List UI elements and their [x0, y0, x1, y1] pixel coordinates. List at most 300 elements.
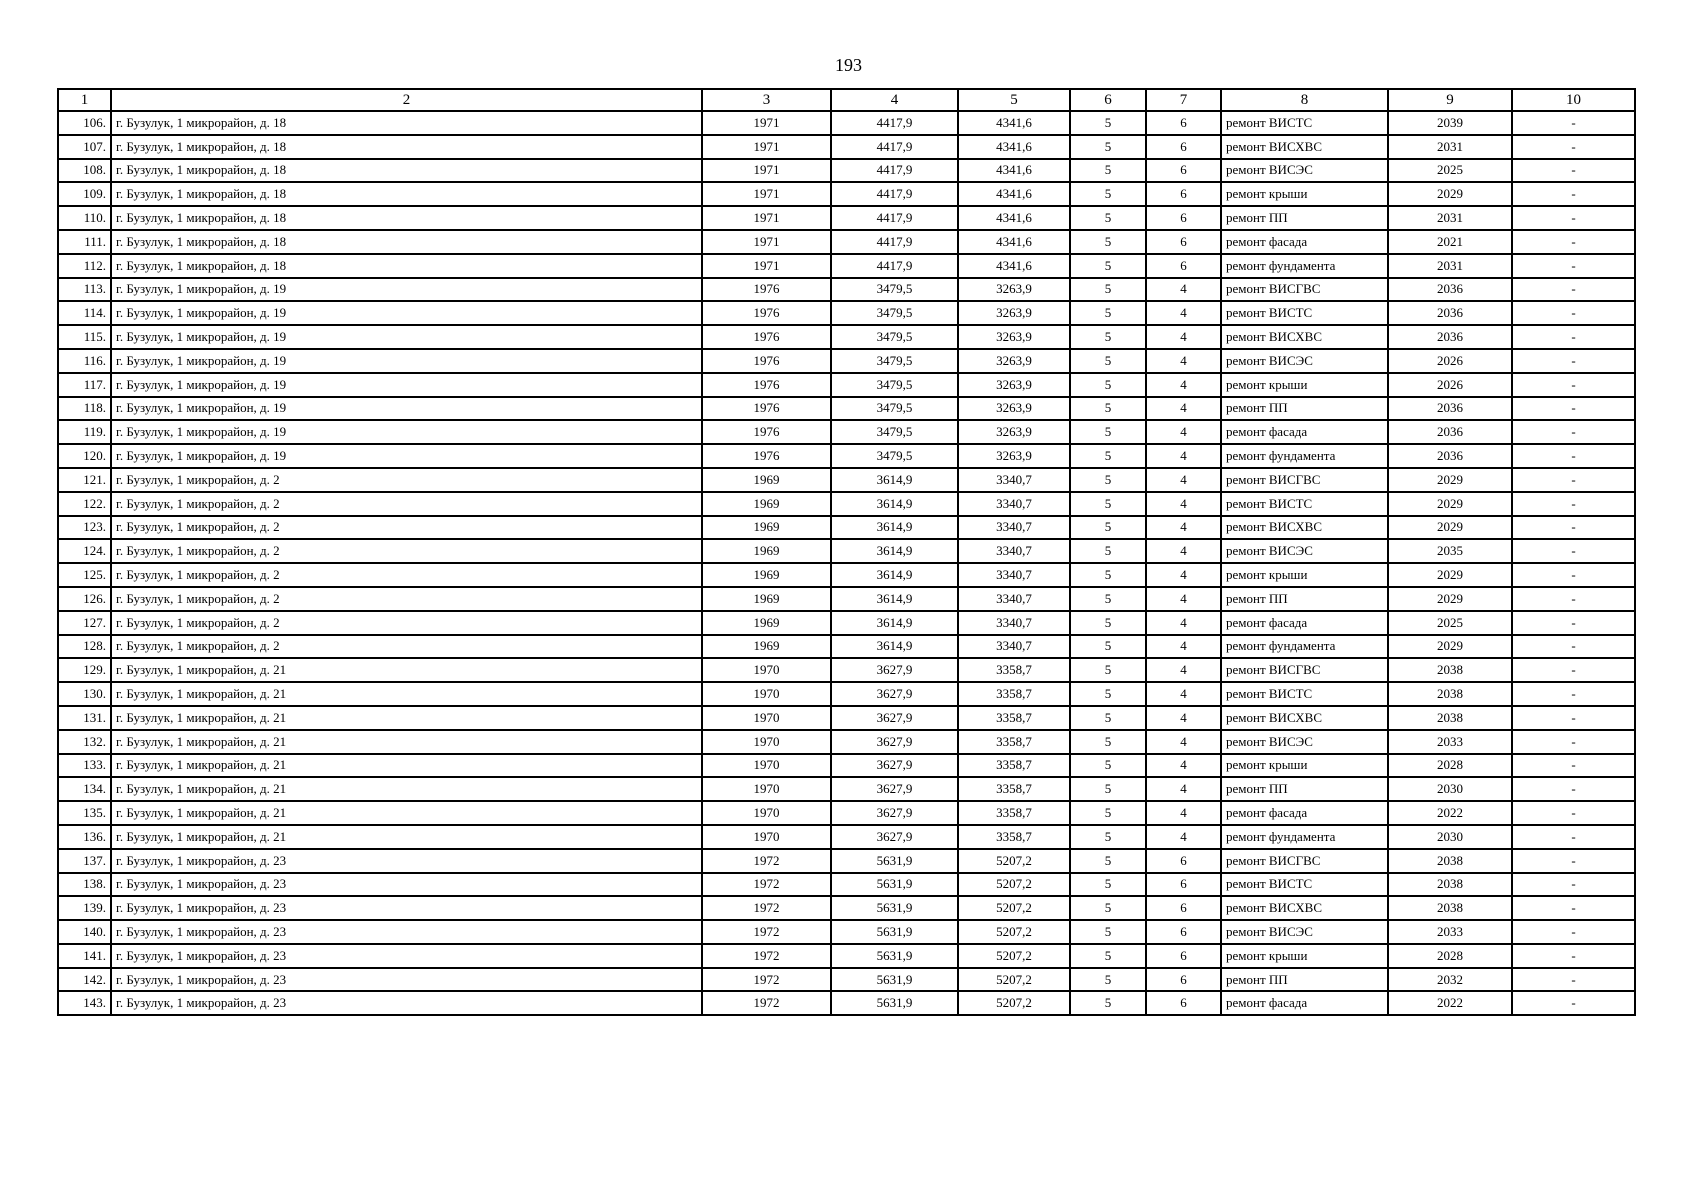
living-area-cell: 3340,7 — [958, 516, 1070, 540]
total-area-cell: 5631,9 — [831, 896, 958, 920]
work-type-cell: ремонт ВИСГВС — [1221, 278, 1388, 302]
column-header: 5 — [958, 89, 1070, 111]
row-number-cell: 116. — [58, 349, 111, 373]
address-cell: г. Бузулук, 1 микрорайон, д. 2 — [111, 516, 702, 540]
entrances-cell: 4 — [1146, 777, 1221, 801]
notes-cell: - — [1512, 968, 1635, 992]
planned-year-cell: 2029 — [1388, 563, 1512, 587]
year-cell: 1970 — [702, 801, 831, 825]
notes-cell: - — [1512, 896, 1635, 920]
floors-cell: 5 — [1070, 492, 1146, 516]
address-cell: г. Бузулук, 1 микрорайон, д. 21 — [111, 754, 702, 778]
year-cell: 1969 — [702, 492, 831, 516]
row-number-cell: 110. — [58, 206, 111, 230]
row-number-cell: 125. — [58, 563, 111, 587]
notes-cell: - — [1512, 991, 1635, 1015]
row-number-cell: 118. — [58, 397, 111, 421]
planned-year-cell: 2032 — [1388, 968, 1512, 992]
address-cell: г. Бузулук, 1 микрорайон, д. 2 — [111, 468, 702, 492]
floors-cell: 5 — [1070, 658, 1146, 682]
floors-cell: 5 — [1070, 254, 1146, 278]
address-cell: г. Бузулук, 1 микрорайон, д. 2 — [111, 635, 702, 659]
entrances-cell: 4 — [1146, 682, 1221, 706]
table-row — [58, 492, 1635, 516]
table-row — [58, 420, 1635, 444]
row-number-cell: 139. — [58, 896, 111, 920]
year-cell: 1972 — [702, 968, 831, 992]
address-cell: г. Бузулук, 1 микрорайон, д. 18 — [111, 182, 702, 206]
address-cell: г. Бузулук, 1 микрорайон, д. 23 — [111, 944, 702, 968]
table-row — [58, 135, 1635, 159]
notes-cell: - — [1512, 730, 1635, 754]
row-number-cell: 127. — [58, 611, 111, 635]
living-area-cell: 3263,9 — [958, 373, 1070, 397]
year-cell: 1969 — [702, 611, 831, 635]
living-area-cell: 5207,2 — [958, 991, 1070, 1015]
floors-cell: 5 — [1070, 682, 1146, 706]
header-row — [58, 89, 1635, 111]
table-row — [58, 230, 1635, 254]
work-type-cell: ремонт фундамента — [1221, 444, 1388, 468]
entrances-cell: 4 — [1146, 706, 1221, 730]
address-cell: г. Бузулук, 1 микрорайон, д. 23 — [111, 920, 702, 944]
year-cell: 1971 — [702, 111, 831, 135]
total-area-cell: 5631,9 — [831, 849, 958, 873]
address-cell: г. Бузулук, 1 микрорайон, д. 2 — [111, 539, 702, 563]
row-number-cell: 113. — [58, 278, 111, 302]
work-type-cell: ремонт ВИСГВС — [1221, 468, 1388, 492]
address-cell: г. Бузулук, 1 микрорайон, д. 21 — [111, 777, 702, 801]
year-cell: 1976 — [702, 373, 831, 397]
notes-cell: - — [1512, 301, 1635, 325]
floors-cell: 5 — [1070, 706, 1146, 730]
row-number-cell: 140. — [58, 920, 111, 944]
entrances-cell: 6 — [1146, 873, 1221, 897]
table-row — [58, 159, 1635, 183]
table-row — [58, 801, 1635, 825]
planned-year-cell: 2021 — [1388, 230, 1512, 254]
year-cell: 1971 — [702, 159, 831, 183]
address-cell: г. Бузулук, 1 микрорайон, д. 18 — [111, 254, 702, 278]
entrances-cell: 6 — [1146, 111, 1221, 135]
living-area-cell: 3340,7 — [958, 611, 1070, 635]
address-cell: г. Бузулук, 1 микрорайон, д. 21 — [111, 730, 702, 754]
entrances-cell: 4 — [1146, 301, 1221, 325]
work-type-cell: ремонт ВИСХВС — [1221, 896, 1388, 920]
notes-cell: - — [1512, 230, 1635, 254]
row-number-cell: 114. — [58, 301, 111, 325]
year-cell: 1976 — [702, 301, 831, 325]
address-cell: г. Бузулук, 1 микрорайон, д. 18 — [111, 206, 702, 230]
living-area-cell: 3340,7 — [958, 539, 1070, 563]
floors-cell: 5 — [1070, 777, 1146, 801]
table-row — [58, 777, 1635, 801]
entrances-cell: 6 — [1146, 254, 1221, 278]
living-area-cell: 5207,2 — [958, 920, 1070, 944]
work-type-cell: ремонт ВИСТС — [1221, 492, 1388, 516]
table-row — [58, 373, 1635, 397]
planned-year-cell: 2035 — [1388, 539, 1512, 563]
work-type-cell: ремонт ВИСЭС — [1221, 730, 1388, 754]
address-cell: г. Бузулук, 1 микрорайон, д. 2 — [111, 563, 702, 587]
total-area-cell: 3627,9 — [831, 777, 958, 801]
address-cell: г. Бузулук, 1 микрорайон, д. 2 — [111, 611, 702, 635]
notes-cell: - — [1512, 825, 1635, 849]
notes-cell: - — [1512, 516, 1635, 540]
year-cell: 1971 — [702, 206, 831, 230]
total-area-cell: 3627,9 — [831, 825, 958, 849]
planned-year-cell: 2031 — [1388, 254, 1512, 278]
planned-year-cell: 2038 — [1388, 658, 1512, 682]
planned-year-cell: 2029 — [1388, 492, 1512, 516]
row-number-cell: 121. — [58, 468, 111, 492]
work-type-cell: ремонт фундамента — [1221, 635, 1388, 659]
living-area-cell: 4341,6 — [958, 111, 1070, 135]
column-header: 6 — [1070, 89, 1146, 111]
floors-cell: 5 — [1070, 325, 1146, 349]
table-row — [58, 206, 1635, 230]
year-cell: 1971 — [702, 135, 831, 159]
row-number-cell: 133. — [58, 754, 111, 778]
year-cell: 1972 — [702, 944, 831, 968]
planned-year-cell: 2026 — [1388, 349, 1512, 373]
floors-cell: 5 — [1070, 397, 1146, 421]
notes-cell: - — [1512, 587, 1635, 611]
planned-year-cell: 2025 — [1388, 611, 1512, 635]
floors-cell: 5 — [1070, 873, 1146, 897]
year-cell: 1970 — [702, 777, 831, 801]
total-area-cell: 5631,9 — [831, 968, 958, 992]
entrances-cell: 6 — [1146, 920, 1221, 944]
notes-cell: - — [1512, 706, 1635, 730]
planned-year-cell: 2029 — [1388, 635, 1512, 659]
work-type-cell: ремонт ВИСГВС — [1221, 658, 1388, 682]
work-type-cell: ремонт ВИСХВС — [1221, 325, 1388, 349]
total-area-cell: 5631,9 — [831, 944, 958, 968]
row-number-cell: 129. — [58, 658, 111, 682]
notes-cell: - — [1512, 278, 1635, 302]
floors-cell: 5 — [1070, 896, 1146, 920]
address-cell: г. Бузулук, 1 микрорайон, д. 19 — [111, 278, 702, 302]
entrances-cell: 4 — [1146, 801, 1221, 825]
notes-cell: - — [1512, 111, 1635, 135]
table-row — [58, 444, 1635, 468]
repair-schedule-table — [57, 88, 1636, 1016]
floors-cell: 5 — [1070, 944, 1146, 968]
row-number-cell: 141. — [58, 944, 111, 968]
year-cell: 1970 — [702, 658, 831, 682]
notes-cell: - — [1512, 920, 1635, 944]
entrances-cell: 4 — [1146, 587, 1221, 611]
entrances-cell: 4 — [1146, 397, 1221, 421]
table-row — [58, 944, 1635, 968]
floors-cell: 5 — [1070, 349, 1146, 373]
year-cell: 1976 — [702, 278, 831, 302]
living-area-cell: 3263,9 — [958, 397, 1070, 421]
living-area-cell: 5207,2 — [958, 944, 1070, 968]
year-cell: 1971 — [702, 254, 831, 278]
work-type-cell: ремонт фасада — [1221, 420, 1388, 444]
notes-cell: - — [1512, 349, 1635, 373]
column-header: 10 — [1512, 89, 1635, 111]
floors-cell: 5 — [1070, 991, 1146, 1015]
entrances-cell: 4 — [1146, 278, 1221, 302]
work-type-cell: ремонт крыши — [1221, 754, 1388, 778]
address-cell: г. Бузулук, 1 микрорайон, д. 21 — [111, 801, 702, 825]
floors-cell: 5 — [1070, 230, 1146, 254]
address-cell: г. Бузулук, 1 микрорайон, д. 23 — [111, 968, 702, 992]
planned-year-cell: 2031 — [1388, 135, 1512, 159]
row-number-cell: 109. — [58, 182, 111, 206]
floors-cell: 5 — [1070, 444, 1146, 468]
entrances-cell: 4 — [1146, 635, 1221, 659]
living-area-cell: 3263,9 — [958, 325, 1070, 349]
notes-cell: - — [1512, 849, 1635, 873]
table-row — [58, 920, 1635, 944]
table-row — [58, 682, 1635, 706]
notes-cell: - — [1512, 182, 1635, 206]
total-area-cell: 5631,9 — [831, 920, 958, 944]
row-number-cell: 119. — [58, 420, 111, 444]
entrances-cell: 6 — [1146, 135, 1221, 159]
living-area-cell: 3340,7 — [958, 563, 1070, 587]
work-type-cell: ремонт ВИСХВС — [1221, 706, 1388, 730]
living-area-cell: 3358,7 — [958, 730, 1070, 754]
floors-cell: 5 — [1070, 468, 1146, 492]
year-cell: 1976 — [702, 325, 831, 349]
work-type-cell: ремонт ПП — [1221, 587, 1388, 611]
row-number-cell: 138. — [58, 873, 111, 897]
year-cell: 1970 — [702, 825, 831, 849]
year-cell: 1971 — [702, 182, 831, 206]
notes-cell: - — [1512, 325, 1635, 349]
floors-cell: 5 — [1070, 516, 1146, 540]
work-type-cell: ремонт ВИСТС — [1221, 682, 1388, 706]
living-area-cell: 3358,7 — [958, 682, 1070, 706]
total-area-cell: 3627,9 — [831, 730, 958, 754]
total-area-cell: 3627,9 — [831, 801, 958, 825]
row-number-cell: 123. — [58, 516, 111, 540]
address-cell: г. Бузулук, 1 микрорайон, д. 19 — [111, 301, 702, 325]
work-type-cell: ремонт фасада — [1221, 611, 1388, 635]
work-type-cell: ремонт ВИСТС — [1221, 873, 1388, 897]
entrances-cell: 4 — [1146, 658, 1221, 682]
table-row — [58, 325, 1635, 349]
total-area-cell: 4417,9 — [831, 182, 958, 206]
planned-year-cell: 2039 — [1388, 111, 1512, 135]
floors-cell: 5 — [1070, 849, 1146, 873]
notes-cell: - — [1512, 420, 1635, 444]
entrances-cell: 4 — [1146, 468, 1221, 492]
floors-cell: 5 — [1070, 135, 1146, 159]
planned-year-cell: 2033 — [1388, 730, 1512, 754]
entrances-cell: 4 — [1146, 373, 1221, 397]
address-cell: г. Бузулук, 1 микрорайон, д. 18 — [111, 135, 702, 159]
entrances-cell: 4 — [1146, 492, 1221, 516]
entrances-cell: 6 — [1146, 182, 1221, 206]
total-area-cell: 3614,9 — [831, 611, 958, 635]
row-number-cell: 117. — [58, 373, 111, 397]
living-area-cell: 4341,6 — [958, 206, 1070, 230]
total-area-cell: 3479,5 — [831, 420, 958, 444]
living-area-cell: 4341,6 — [958, 182, 1070, 206]
table-row — [58, 563, 1635, 587]
row-number-cell: 106. — [58, 111, 111, 135]
work-type-cell: ремонт ПП — [1221, 206, 1388, 230]
entrances-cell: 4 — [1146, 325, 1221, 349]
work-type-cell: ремонт ВИСЭС — [1221, 349, 1388, 373]
planned-year-cell: 2036 — [1388, 325, 1512, 349]
work-type-cell: ремонт ВИСГВС — [1221, 849, 1388, 873]
work-type-cell: ремонт ПП — [1221, 968, 1388, 992]
table-row — [58, 182, 1635, 206]
notes-cell: - — [1512, 873, 1635, 897]
table-row — [58, 730, 1635, 754]
notes-cell: - — [1512, 254, 1635, 278]
year-cell: 1970 — [702, 682, 831, 706]
floors-cell: 5 — [1070, 968, 1146, 992]
floors-cell: 5 — [1070, 420, 1146, 444]
work-type-cell: ремонт ВИСХВС — [1221, 516, 1388, 540]
work-type-cell: ремонт фасада — [1221, 230, 1388, 254]
total-area-cell: 3479,5 — [831, 278, 958, 302]
planned-year-cell: 2038 — [1388, 849, 1512, 873]
entrances-cell: 6 — [1146, 991, 1221, 1015]
table-row — [58, 896, 1635, 920]
planned-year-cell: 2029 — [1388, 468, 1512, 492]
table-row — [58, 254, 1635, 278]
entrances-cell: 4 — [1146, 539, 1221, 563]
row-number-cell: 126. — [58, 587, 111, 611]
living-area-cell: 3340,7 — [958, 468, 1070, 492]
row-number-cell: 130. — [58, 682, 111, 706]
work-type-cell: ремонт крыши — [1221, 373, 1388, 397]
year-cell: 1969 — [702, 587, 831, 611]
living-area-cell: 5207,2 — [958, 968, 1070, 992]
planned-year-cell: 2038 — [1388, 873, 1512, 897]
table-row — [58, 825, 1635, 849]
entrances-cell: 4 — [1146, 825, 1221, 849]
planned-year-cell: 2036 — [1388, 420, 1512, 444]
year-cell: 1972 — [702, 991, 831, 1015]
floors-cell: 5 — [1070, 801, 1146, 825]
total-area-cell: 3479,5 — [831, 444, 958, 468]
total-area-cell: 3479,5 — [831, 301, 958, 325]
address-cell: г. Бузулук, 1 микрорайон, д. 2 — [111, 492, 702, 516]
year-cell: 1972 — [702, 896, 831, 920]
planned-year-cell: 2029 — [1388, 182, 1512, 206]
living-area-cell: 4341,6 — [958, 254, 1070, 278]
planned-year-cell: 2030 — [1388, 777, 1512, 801]
notes-cell: - — [1512, 801, 1635, 825]
work-type-cell: ремонт фасада — [1221, 801, 1388, 825]
living-area-cell: 5207,2 — [958, 873, 1070, 897]
table-row — [58, 468, 1635, 492]
living-area-cell: 5207,2 — [958, 849, 1070, 873]
work-type-cell: ремонт крыши — [1221, 182, 1388, 206]
row-number-cell: 128. — [58, 635, 111, 659]
table-row — [58, 397, 1635, 421]
living-area-cell: 4341,6 — [958, 159, 1070, 183]
year-cell: 1969 — [702, 468, 831, 492]
living-area-cell: 4341,6 — [958, 135, 1070, 159]
planned-year-cell: 2028 — [1388, 754, 1512, 778]
floors-cell: 5 — [1070, 825, 1146, 849]
total-area-cell: 4417,9 — [831, 230, 958, 254]
address-cell: г. Бузулук, 1 микрорайон, д. 21 — [111, 825, 702, 849]
entrances-cell: 6 — [1146, 896, 1221, 920]
living-area-cell: 3358,7 — [958, 801, 1070, 825]
column-header: 7 — [1146, 89, 1221, 111]
notes-cell: - — [1512, 539, 1635, 563]
work-type-cell: ремонт ВИСХВС — [1221, 135, 1388, 159]
floors-cell: 5 — [1070, 920, 1146, 944]
planned-year-cell: 2026 — [1388, 373, 1512, 397]
year-cell: 1976 — [702, 349, 831, 373]
column-header: 2 — [111, 89, 702, 111]
column-header: 3 — [702, 89, 831, 111]
table-row — [58, 516, 1635, 540]
entrances-cell: 6 — [1146, 849, 1221, 873]
floors-cell: 5 — [1070, 182, 1146, 206]
table-row — [58, 706, 1635, 730]
address-cell: г. Бузулук, 1 микрорайон, д. 19 — [111, 420, 702, 444]
planned-year-cell: 2029 — [1388, 587, 1512, 611]
table-row — [58, 991, 1635, 1015]
notes-cell: - — [1512, 682, 1635, 706]
entrances-cell: 4 — [1146, 420, 1221, 444]
work-type-cell: ремонт ВИСТС — [1221, 301, 1388, 325]
table-row — [58, 849, 1635, 873]
total-area-cell: 3614,9 — [831, 492, 958, 516]
address-cell: г. Бузулук, 1 микрорайон, д. 19 — [111, 325, 702, 349]
table-row — [58, 658, 1635, 682]
row-number-cell: 134. — [58, 777, 111, 801]
year-cell: 1976 — [702, 420, 831, 444]
page-number: 193 — [835, 55, 862, 75]
table-row — [58, 611, 1635, 635]
address-cell: г. Бузулук, 1 микрорайон, д. 21 — [111, 682, 702, 706]
table-row — [58, 635, 1635, 659]
notes-cell: - — [1512, 159, 1635, 183]
planned-year-cell: 2022 — [1388, 801, 1512, 825]
planned-year-cell: 2025 — [1388, 159, 1512, 183]
living-area-cell: 3358,7 — [958, 658, 1070, 682]
total-area-cell: 4417,9 — [831, 159, 958, 183]
living-area-cell: 3358,7 — [958, 825, 1070, 849]
living-area-cell: 3263,9 — [958, 420, 1070, 444]
notes-cell: - — [1512, 206, 1635, 230]
column-header: 8 — [1221, 89, 1388, 111]
address-cell: г. Бузулук, 1 микрорайон, д. 18 — [111, 230, 702, 254]
floors-cell: 5 — [1070, 539, 1146, 563]
total-area-cell: 3479,5 — [831, 325, 958, 349]
year-cell: 1971 — [702, 230, 831, 254]
planned-year-cell: 2033 — [1388, 920, 1512, 944]
row-number-cell: 124. — [58, 539, 111, 563]
row-number-cell: 115. — [58, 325, 111, 349]
row-number-cell: 142. — [58, 968, 111, 992]
work-type-cell: ремонт ПП — [1221, 397, 1388, 421]
address-cell: г. Бузулук, 1 микрорайон, д. 19 — [111, 444, 702, 468]
living-area-cell: 3358,7 — [958, 706, 1070, 730]
floors-cell: 5 — [1070, 563, 1146, 587]
notes-cell: - — [1512, 492, 1635, 516]
year-cell: 1969 — [702, 516, 831, 540]
floors-cell: 5 — [1070, 111, 1146, 135]
row-number-cell: 111. — [58, 230, 111, 254]
column-header: 1 — [58, 89, 111, 111]
